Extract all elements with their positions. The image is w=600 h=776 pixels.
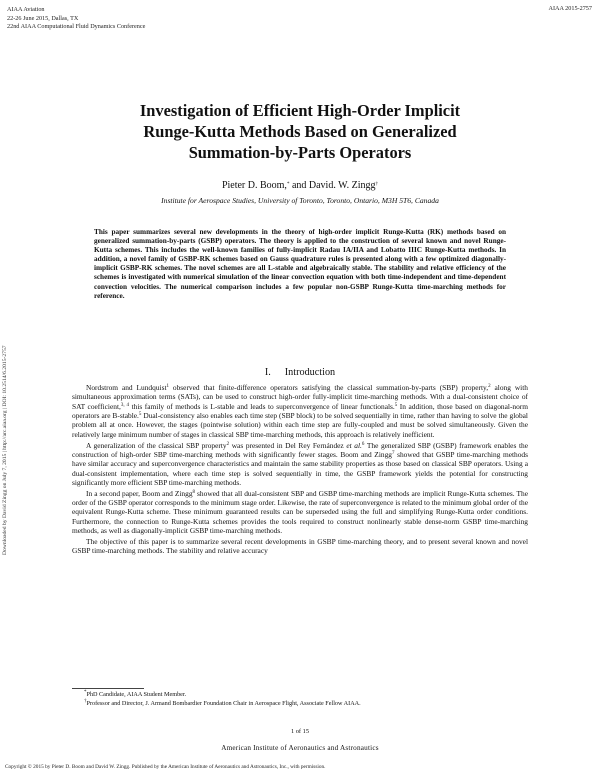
footnote: *PhD Candidate, AIAA Student Member. — [84, 690, 187, 698]
download-note: Downloaded by David Zingg on July 7, 2015 | http://arc.aiaa.org | DOI: 10.2514/6.2015-2757 — [2, 345, 8, 555]
citation: 5 — [394, 402, 398, 408]
paragraph: A generalization of the classical SBP property$^2$ was presented in Del Rey Fernández et al.$^6$ The generalized SBP (GSBP) framework enables the construction of high-order SBP time-marching methods with significantly fewer stages. Boom and Zingg$^7$ showed that GSBP time-marching methods have similar accuracy and superconvergence characteristics and maintain the same stability properties as those based on classical SBP operators. Using a dual-consistent implementation, where each time step is solved sequentially in time, the GSBP framework yields the potential for constructing significantly more efficient SBP time-marching methods. — [72, 440, 528, 487]
footnote-rule — [72, 688, 144, 689]
footnote-mark: † — [84, 699, 87, 704]
section-heading — [0, 367, 600, 378]
author-conjunction: and — [289, 180, 309, 191]
copyright: Copyright © 2015 by Pieter D. Boom and David W. Zingg. Published by the American Institute of Aeronautics and Astronautics, Inc., with permission. — [5, 764, 326, 770]
footnotes — [72, 690, 528, 708]
document-id: AIAA 2015-2757 — [548, 5, 592, 12]
citation: 2 — [488, 384, 491, 389]
citation: 8 — [192, 489, 196, 495]
authors — [0, 180, 600, 191]
citation: 7 — [391, 450, 395, 456]
title-line: Summation-by-Parts Operators — [188, 143, 412, 162]
affiliation: Institute for Aerospace Studies, University of Toronto, Toronto, Ontario, M3H 5T6, Canada — [161, 196, 439, 205]
abstract: This paper summarizes several new developments in the theory of high-order implicit Runge-Kutta (RK) methods based on generalized summation-by-parts (GSBP) operators. The theory is applied to the construction of several known and novel Runge-Kutta schemes. This includes the well-known families of fully-implicit Radau IA/IIA and Lobatto IIIC Runge-Kutta methods. In addition, a novel family of GSBP-RK schemes based on Gauss quadrature rules is presented along with a few optimized diagonally-implicit GSBP-RK schemes. The novel schemes are all L-stable and algebraically stable. The stability and relative efficiency of the schemes is investigated with numerical simulation of the linear convection equation with both time-independent and time-dependent convection velocities. The numerical comparison includes a few popular non-GSBP Runge-Kutta time-marching methods for reference. — [94, 228, 506, 300]
citation: 1 — [166, 384, 169, 389]
citation: 3, 4 — [120, 402, 130, 408]
paragraph: In a second paper, Boom and Zingg$^8$ showed that all dual-consistent SBP and GSBP time-marching methods are implicit Runge-Kutta schemes. The order of the GSBP operator corresponds to the minimum stage order. Likewise, the rate of superconvergence is related to the minimum global order of the equivalent Runge-Kutta scheme. These minimum guaranteed results can be superseded using the full and simplifying Runge-Kutta order conditions. Furthermore, the connection to Runge-Kutta schemes provides the tools required to construct nonlinearly stable dense-norm GSBP time-marching methods, as well as diagonally-implicit GSBP time-marching methods. — [72, 488, 528, 536]
section-title: Introduction — [284, 367, 336, 378]
title-line: Investigation of Efficient High-Order Implicit — [139, 101, 461, 120]
footnote: †Professor and Director, J. Armand Bombardier Foundation Chair in Aerospace Flight, Associate Fellow AIAA. — [84, 699, 361, 707]
conference-line: 22nd AIAA Computational Fluid Dynamics Conference — [7, 23, 146, 31]
page-number: 1 of 15 — [290, 728, 310, 735]
footnote-mark: * — [286, 182, 290, 187]
author-name: Pieter D. Boom, — [221, 180, 287, 191]
author-name: David. W. Zingg — [308, 180, 376, 191]
footnote-mark: † — [375, 182, 379, 187]
footnote-mark: * — [84, 690, 87, 695]
citation: 6 — [361, 441, 365, 447]
citation: 5 — [138, 412, 142, 418]
body-text — [72, 383, 528, 557]
conference-line: AIAA Aviation — [7, 6, 45, 13]
section-number: I. — [264, 367, 271, 378]
citation: 2 — [226, 441, 230, 447]
conference-info — [7, 6, 145, 32]
publisher: American Institute of Aeronautics and Astronautics — [221, 744, 379, 752]
paragraph: Nordstrom and Lundquist$^1$ observed that finite-difference operators satisfying the classical summation-by-parts (SBP) property,$^2$ along with simultaneous approximation terms (SATs), can be used to construct high-order fully-implicit time-marching methods. With a dual-consistent choice of SAT coefficient,$^{3, 4}$ this family of methods is L-stable and leads to superconvergence of linear functionals.$^5$ In addition, those based on diagonal-norm operators are B-stable.$^5$ Dual-consistency also enables each time step (SBP block) to be solved sequentially in time, rather than having to solve the global problem all at once. However, the stages (pointwise solution) within each time step are fully-coupled and must be solved simultaneously. Given the relatively large minimum number of stages in classical SBP time-marching methods, this approach is relatively inefficient. — [72, 383, 529, 439]
title-line: Runge-Kutta Methods Based on Generalized — [143, 122, 457, 141]
conference-line: 22-26 June 2015, Dallas, TX — [7, 14, 79, 22]
paragraph: The objective of this paper is to summarize several recent developments in GSBP time-marching theory, and to present several known and novel GSBP time-marching methods. The stability and relative accuracy — [72, 537, 528, 556]
paper-title — [60, 100, 540, 163]
